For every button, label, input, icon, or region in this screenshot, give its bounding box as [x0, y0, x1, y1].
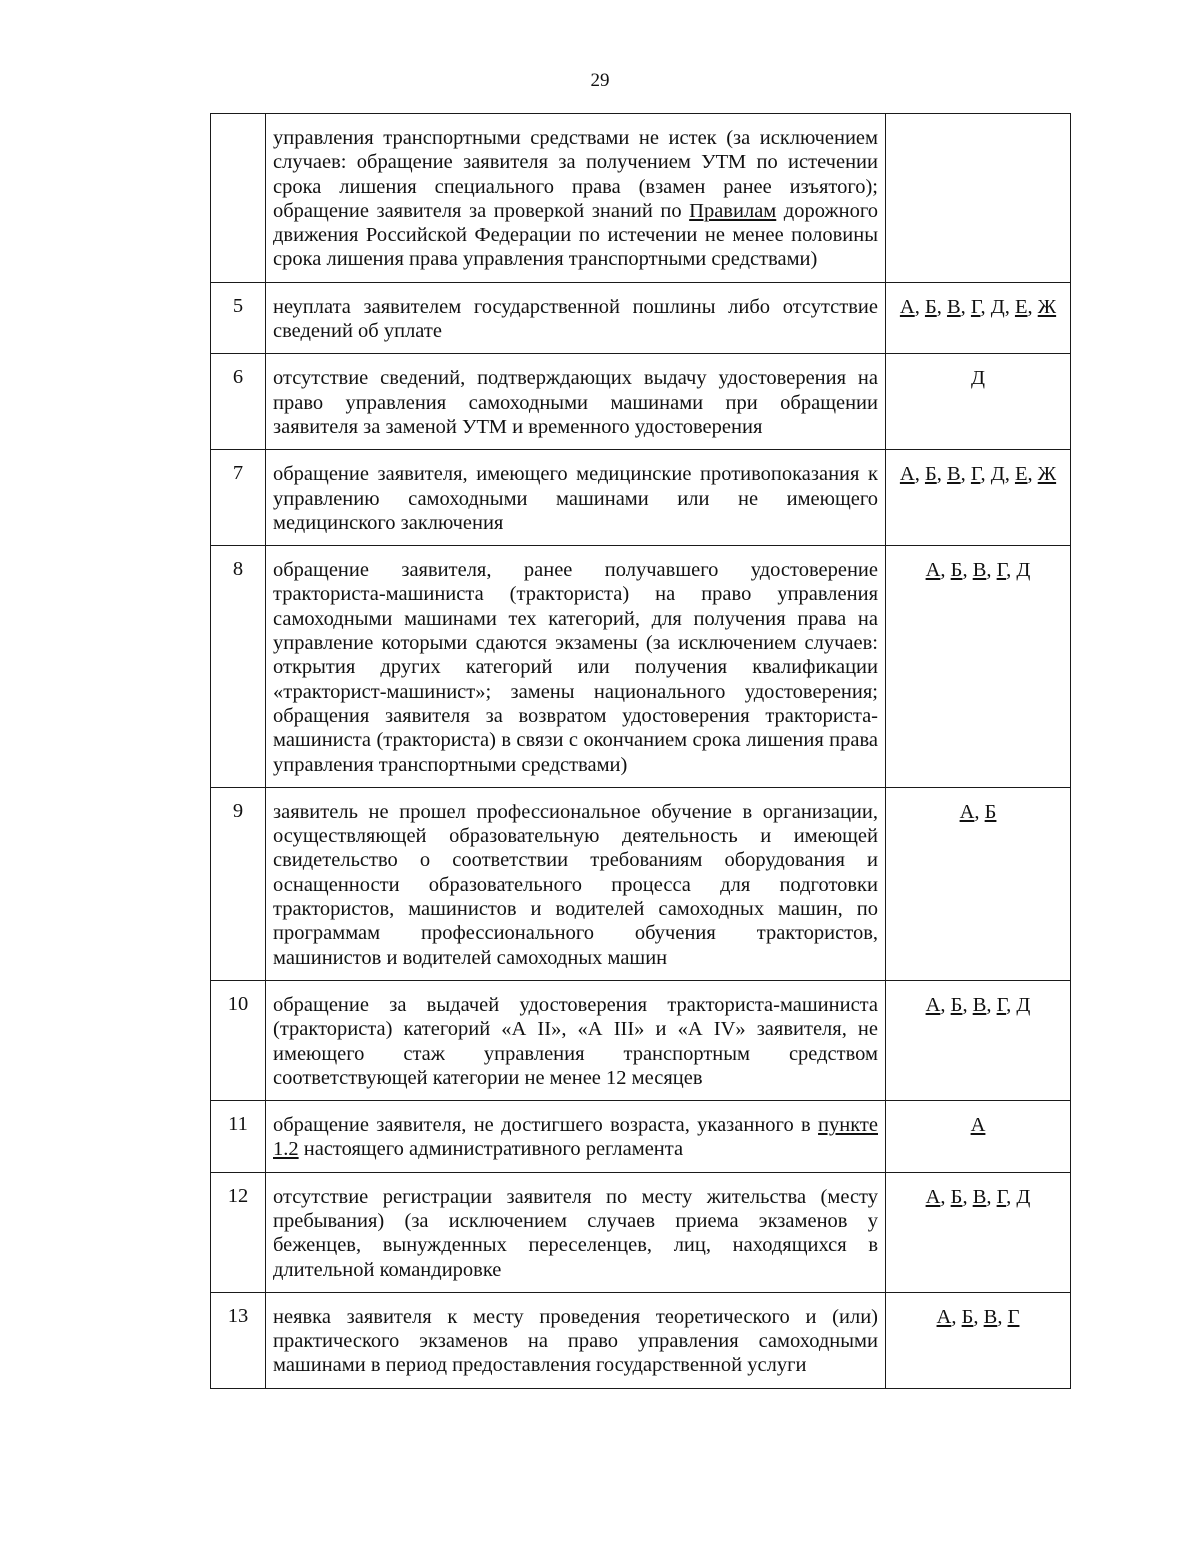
- row-categories: А, Б, В, Г: [886, 1292, 1071, 1388]
- category-link[interactable]: В: [972, 993, 987, 1016]
- category-link[interactable]: Д: [1016, 993, 1031, 1016]
- row-categories: [886, 114, 1071, 283]
- row-categories: [886, 1101, 1071, 1173]
- row-number: 11: [211, 1101, 266, 1173]
- row-number: [211, 114, 266, 283]
- description-text: управления транспортными средствами не истек (за исключением случаев: обращение заявителя за получением УТМ по истечении срока лишения специального права (взамен ранее изъятого); обращение заявителя за проверкой знаний по: [273, 127, 878, 222]
- category-link[interactable]: Г: [996, 1185, 1007, 1208]
- page-number: 29: [590, 70, 610, 91]
- category-link[interactable]: А: [970, 1114, 986, 1137]
- category-link[interactable]: В: [983, 1305, 998, 1328]
- row-categories: А, Б, В, Г, Д: [886, 546, 1071, 788]
- row-description: [266, 546, 886, 788]
- description-text: обращение за выдачей удостоверения тракториста-машиниста (тракториста) категорий «А II», «А III» и «А IV» заявителя, не имеющего стаж управления транспортным средством соответствующей категории не менее 12 месяцев: [273, 993, 878, 1089]
- row-categories: А, Б, В, Г, Д, Е, Ж: [886, 450, 1071, 546]
- category-link[interactable]: Ж: [1037, 463, 1057, 486]
- row-number: 7: [211, 450, 266, 546]
- description-text: заявитель не прошел профессиональное обучение в организации, осуществляющей образовательную деятельность и имеющей свидетельство о соответствии требованиям оборудования и оснащенности образовательного процесса для подготовки трактористов, машинистов и водителей самоходных машин, по программам профессионального обучения трактористов, машинистов и водителей самоходных машин: [273, 800, 878, 969]
- category-link[interactable]: Г: [1007, 1305, 1020, 1328]
- category-link[interactable]: А: [899, 463, 915, 486]
- row-description: [266, 1172, 886, 1292]
- row-description: [266, 282, 886, 354]
- category-link[interactable]: Б: [924, 463, 937, 486]
- description-text: обращение заявителя, не достигшего возраста, указанного в: [273, 1114, 819, 1137]
- row-number: 8: [211, 546, 266, 788]
- reference-link[interactable]: Правилам: [689, 199, 777, 222]
- category-link[interactable]: Е: [1014, 463, 1028, 486]
- category-link[interactable]: Д: [1016, 559, 1031, 582]
- table-row: [211, 787, 1071, 980]
- category-link[interactable]: Д: [971, 367, 985, 390]
- category-link[interactable]: А: [936, 1305, 952, 1328]
- category-link[interactable]: Д: [990, 295, 1005, 318]
- category-link[interactable]: Г: [970, 463, 981, 486]
- description-text: обращение заявителя, имеющего медицинские противопоказания к управлению самоходными машинами или не имеющего медицинского заключения: [273, 463, 878, 534]
- row-categories: А, Б, В, Г, Д: [886, 980, 1071, 1100]
- category-link[interactable]: Д: [1016, 1185, 1031, 1208]
- category-link[interactable]: Г: [970, 295, 981, 318]
- description-text: дорожного движения Российской Федерации по истечении не менее половины срока лишения права управления транспортными средствами): [273, 199, 878, 271]
- category-link[interactable]: Д: [990, 463, 1005, 486]
- description-text: отсутствие регистрации заявителя по месту жительства (месту пребывания) (за исключением случаев приема экзаменов у беженцев, вынужденных переселенцев, лиц, находящихся в длительной командировке: [273, 1185, 878, 1281]
- table-row: [211, 354, 1071, 450]
- description-text: настоящего административного регламента: [298, 1138, 684, 1161]
- row-description: [266, 1292, 886, 1388]
- description-text: отсутствие сведений, подтверждающих выдачу удостоверения на право управления самоходными машинами при обращении заявителя за заменой УТМ и временного удостоверения: [273, 367, 878, 438]
- row-description: [266, 114, 886, 283]
- category-link[interactable]: В: [946, 463, 961, 486]
- category-link[interactable]: А: [959, 800, 975, 823]
- category-link[interactable]: В: [972, 1185, 987, 1208]
- description-text: неуплата заявителем государственной пошлины либо отсутствие сведений об уплате: [273, 295, 878, 343]
- row-categories: А, Б: [886, 787, 1071, 980]
- table-row: [211, 1292, 1071, 1388]
- table-row: [211, 980, 1071, 1100]
- category-link[interactable]: Б: [950, 993, 963, 1016]
- category-link[interactable]: Б: [950, 559, 963, 582]
- category-link[interactable]: Б: [961, 1305, 974, 1328]
- table-row: [211, 282, 1071, 354]
- row-description: [266, 450, 886, 546]
- category-link[interactable]: А: [925, 993, 941, 1016]
- description-text: неявка заявителя к месту проведения теоретического и (или) практического экзаменов на право управления самоходными машинами в период предоставления государственной услуги: [273, 1305, 878, 1377]
- row-description: [266, 354, 886, 450]
- row-description: [266, 787, 886, 980]
- category-link[interactable]: Г: [996, 559, 1007, 582]
- table-row: [211, 1101, 1071, 1173]
- table-row: [211, 114, 1071, 283]
- row-description: [266, 980, 886, 1100]
- category-link[interactable]: Г: [996, 993, 1007, 1016]
- category-link[interactable]: Б: [924, 295, 937, 318]
- conditions-table: [210, 113, 1071, 1389]
- row-number: 6: [211, 354, 266, 450]
- category-link[interactable]: Е: [1014, 295, 1028, 318]
- row-number: 12: [211, 1172, 266, 1292]
- table-row: [211, 1172, 1071, 1292]
- description-text: обращение заявителя, ранее получавшего удостоверение тракториста-машиниста (тракториста) на право управления самоходными машинами тех категорий, для получения права на управление которыми сдаются экзамены (за исключением случаев: открытия других категорий или получения квалификации «тракторист-машинист»; замены национального удостоверения; обращения заявителя за возвратом удостоверения тракториста-машиниста (тракториста) в связи с окончанием срока лишения права управления транспортными средствами): [273, 559, 878, 776]
- category-link[interactable]: В: [946, 295, 961, 318]
- row-number: 13: [211, 1292, 266, 1388]
- row-categories: [886, 354, 1071, 450]
- row-number: 9: [211, 787, 266, 980]
- row-description: [266, 1101, 886, 1173]
- table-row: [211, 450, 1071, 546]
- category-link[interactable]: А: [925, 1185, 941, 1208]
- reference-link[interactable]: пункте 1.2: [273, 1114, 878, 1161]
- row-categories: А, Б, В, Г, Д: [886, 1172, 1071, 1292]
- table-row: [211, 546, 1071, 788]
- row-categories: А, Б, В, Г, Д, Е, Ж: [886, 282, 1071, 354]
- row-number: 5: [211, 282, 266, 354]
- category-link[interactable]: Б: [984, 800, 997, 823]
- category-link[interactable]: Ж: [1037, 295, 1057, 318]
- category-link[interactable]: Б: [950, 1185, 963, 1208]
- category-link[interactable]: А: [899, 295, 915, 318]
- category-link[interactable]: В: [972, 559, 987, 582]
- row-number: 10: [211, 980, 266, 1100]
- category-link[interactable]: А: [925, 559, 941, 582]
